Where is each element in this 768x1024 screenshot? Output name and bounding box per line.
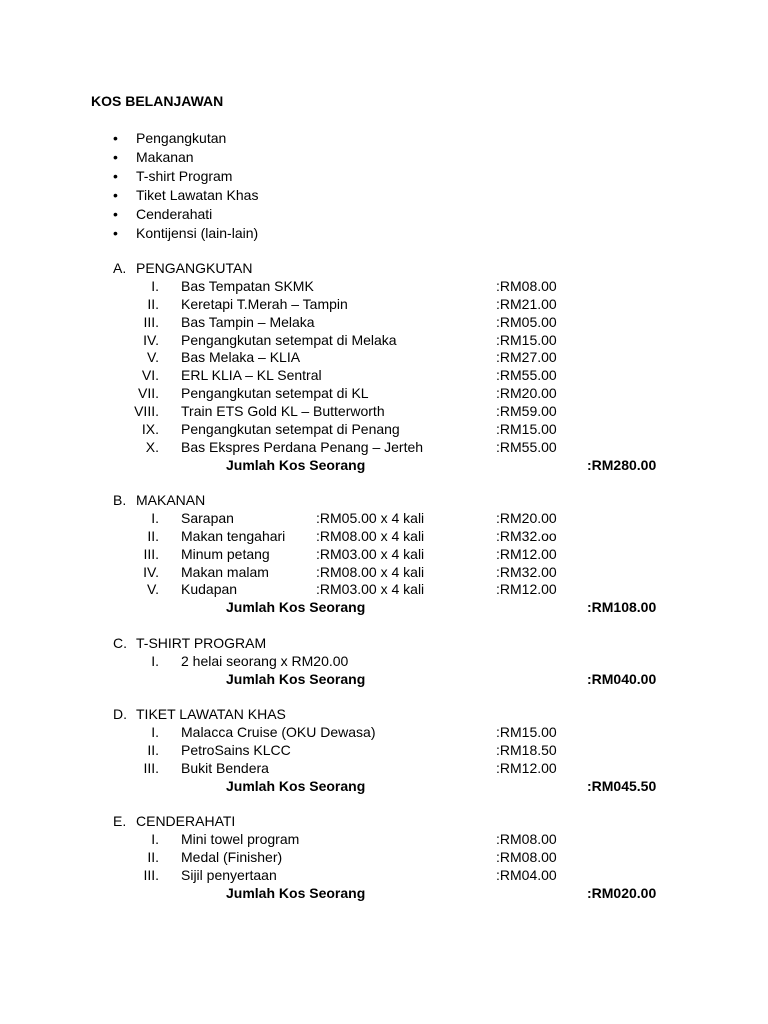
budget-section xyxy=(0,813,768,902)
item-amount: :RM20.00 xyxy=(496,509,557,526)
total-value: :RM020.00 xyxy=(587,884,657,901)
item-number: III. xyxy=(143,759,159,776)
item-number: VII. xyxy=(137,385,159,402)
line-item xyxy=(0,653,768,671)
item-name: Makan tengahari xyxy=(181,527,286,544)
section-heading xyxy=(0,635,768,653)
item-amount: :RM15.00 xyxy=(496,331,557,348)
item-number: V. xyxy=(147,349,159,366)
total-value: :RM280.00 xyxy=(587,456,657,473)
total-label: Jumlah Kos Seorang xyxy=(226,599,366,616)
item-detail: :RM03.00 x 4 kali xyxy=(316,545,425,562)
item-amount: :RM55.00 xyxy=(496,367,557,384)
total-value: :RM040.00 xyxy=(587,670,657,687)
section-title: CENDERAHATI xyxy=(136,813,236,829)
section-letter: A. xyxy=(113,260,127,276)
item-name: Keretapi T.Merah – Tampin xyxy=(181,295,348,312)
item-amount: :RM08.00 xyxy=(496,277,557,294)
item-number: II. xyxy=(147,848,159,865)
section-letter: E. xyxy=(113,813,127,829)
item-number: I. xyxy=(151,830,159,847)
item-amount: :RM05.00 xyxy=(496,313,557,330)
bullet-text: Pengangkutan xyxy=(136,130,227,146)
line-item xyxy=(0,421,768,439)
section-title: PENGANGKUTAN xyxy=(136,260,253,276)
item-number: II. xyxy=(147,527,159,544)
line-item xyxy=(0,403,768,421)
item-amount: :RM08.00 xyxy=(496,848,557,865)
budget-section xyxy=(0,492,768,617)
item-number: V. xyxy=(147,581,159,598)
item-amount: :RM12.00 xyxy=(496,759,557,776)
line-item xyxy=(0,564,768,582)
item-amount: :RM59.00 xyxy=(496,403,557,420)
line-item xyxy=(0,332,768,350)
item-name: Sijil penyertaan xyxy=(181,866,277,883)
item-name: Bas Melaka – KLIA xyxy=(181,349,301,366)
item-amount: :RM21.00 xyxy=(496,295,557,312)
section-total xyxy=(0,885,768,903)
section-heading xyxy=(0,492,768,510)
item-name: Mini towel program xyxy=(181,830,300,847)
item-name: 2 helai seorang x RM20.00 xyxy=(181,652,349,669)
item-number: IV. xyxy=(143,331,159,348)
line-item xyxy=(0,867,768,885)
line-item xyxy=(0,724,768,742)
total-label: Jumlah Kos Seorang xyxy=(226,670,366,687)
item-number: I. xyxy=(151,277,159,294)
budget-section xyxy=(0,706,768,795)
line-item xyxy=(0,278,768,296)
section-title: T-SHIRT PROGRAM xyxy=(136,635,267,651)
item-amount: :RM04.00 xyxy=(496,866,557,883)
section-title: TIKET LAWATAN KHAS xyxy=(136,706,286,722)
item-detail: :RM03.00 x 4 kali xyxy=(316,581,425,598)
item-number: IV. xyxy=(143,563,159,580)
budget-section xyxy=(0,260,768,475)
item-name: Medal (Finisher) xyxy=(181,848,283,865)
total-label: Jumlah Kos Seorang xyxy=(226,777,366,794)
line-item xyxy=(0,546,768,564)
item-name: Minum petang xyxy=(181,545,270,562)
total-label: Jumlah Kos Seorang xyxy=(226,884,366,901)
bullet-text: Makanan xyxy=(136,149,194,165)
item-amount: :RM18.50 xyxy=(496,741,557,758)
item-amount: :RM15.00 xyxy=(496,421,557,438)
item-amount: :RM12.00 xyxy=(496,545,557,562)
item-amount: :RM27.00 xyxy=(496,349,557,366)
item-name: Makan malam xyxy=(181,563,269,580)
item-name: Pengangkutan setempat di Penang xyxy=(181,421,400,438)
bullet-text: T-shirt Program xyxy=(136,168,233,184)
item-name: ERL KLIA – KL Sentral xyxy=(181,367,322,384)
line-item xyxy=(0,831,768,849)
item-name: Kudapan xyxy=(181,581,238,598)
bullet-dot: • xyxy=(113,130,118,146)
item-number: IX. xyxy=(141,421,159,438)
item-number: III. xyxy=(143,313,159,330)
bullet-dot: • xyxy=(113,206,118,222)
item-amount: :RM15.00 xyxy=(496,723,557,740)
item-name: Train ETS Gold KL – Butterworth xyxy=(181,403,385,420)
bullet-dot: • xyxy=(113,187,118,203)
item-number: I. xyxy=(151,723,159,740)
total-value: :RM108.00 xyxy=(587,599,657,616)
section-letter: D. xyxy=(113,706,127,722)
item-number: I. xyxy=(151,509,159,526)
item-name: Bas Tempatan SKMK xyxy=(181,277,314,294)
item-number: I. xyxy=(151,652,159,669)
total-label: Jumlah Kos Seorang xyxy=(226,456,366,473)
budget-section xyxy=(0,635,768,689)
item-number: VIII. xyxy=(134,403,159,420)
line-item xyxy=(0,349,768,367)
line-item xyxy=(0,439,768,457)
item-number: X. xyxy=(145,438,159,455)
line-item xyxy=(0,314,768,332)
section-letter: C. xyxy=(113,635,127,651)
item-amount: :RM08.00 xyxy=(496,830,557,847)
section-total xyxy=(0,671,768,689)
line-item xyxy=(0,528,768,546)
item-detail: :RM08.00 x 4 kali xyxy=(316,563,425,580)
line-item xyxy=(0,296,768,314)
line-item xyxy=(0,581,768,599)
item-name: Malacca Cruise (OKU Dewasa) xyxy=(181,723,376,740)
item-number: III. xyxy=(143,545,159,562)
section-total xyxy=(0,778,768,796)
section-letter: B. xyxy=(113,492,127,508)
section-title: MAKANAN xyxy=(136,492,206,508)
bullet-text: Kontijensi (lain-lain) xyxy=(136,225,259,241)
item-name: Pengangkutan setempat di KL xyxy=(181,385,369,402)
section-total xyxy=(0,457,768,475)
item-name: Bas Tampin – Melaka xyxy=(181,313,315,330)
item-number: VI. xyxy=(141,367,159,384)
section-total xyxy=(0,599,768,617)
bullet-text: Cenderahati xyxy=(136,206,213,222)
line-item xyxy=(0,742,768,760)
line-item xyxy=(0,849,768,867)
item-number: III. xyxy=(143,866,159,883)
item-number: II. xyxy=(147,295,159,312)
line-item xyxy=(0,385,768,403)
line-item xyxy=(0,510,768,528)
item-amount: :RM55.00 xyxy=(496,438,557,455)
bullet-dot: • xyxy=(113,168,118,184)
line-item xyxy=(0,367,768,385)
section-heading xyxy=(0,260,768,278)
section-heading xyxy=(0,813,768,831)
bullet-text: Tiket Lawatan Khas xyxy=(136,187,259,203)
item-amount: :RM32.00 xyxy=(496,563,557,580)
item-name: Bukit Bendera xyxy=(181,759,269,776)
item-amount: :RM12.00 xyxy=(496,581,557,598)
line-item xyxy=(0,760,768,778)
item-detail: :RM08.00 x 4 kali xyxy=(316,527,425,544)
item-name: Pengangkutan setempat di Melaka xyxy=(181,331,397,348)
item-name: Sarapan xyxy=(181,509,234,526)
bullet-dot: • xyxy=(113,225,118,241)
item-name: Bas Ekspres Perdana Penang – Jerteh xyxy=(181,438,424,455)
total-value: :RM045.50 xyxy=(587,777,657,794)
item-amount: :RM32.oo xyxy=(496,527,557,544)
bullet-dot: • xyxy=(113,149,118,165)
item-name: PetroSains KLCC xyxy=(181,741,291,758)
item-amount: :RM20.00 xyxy=(496,385,557,402)
section-heading xyxy=(0,706,768,724)
item-number: II. xyxy=(147,741,159,758)
page-title: KOS BELANJAWAN xyxy=(91,93,224,109)
item-detail: :RM05.00 x 4 kali xyxy=(316,509,425,526)
